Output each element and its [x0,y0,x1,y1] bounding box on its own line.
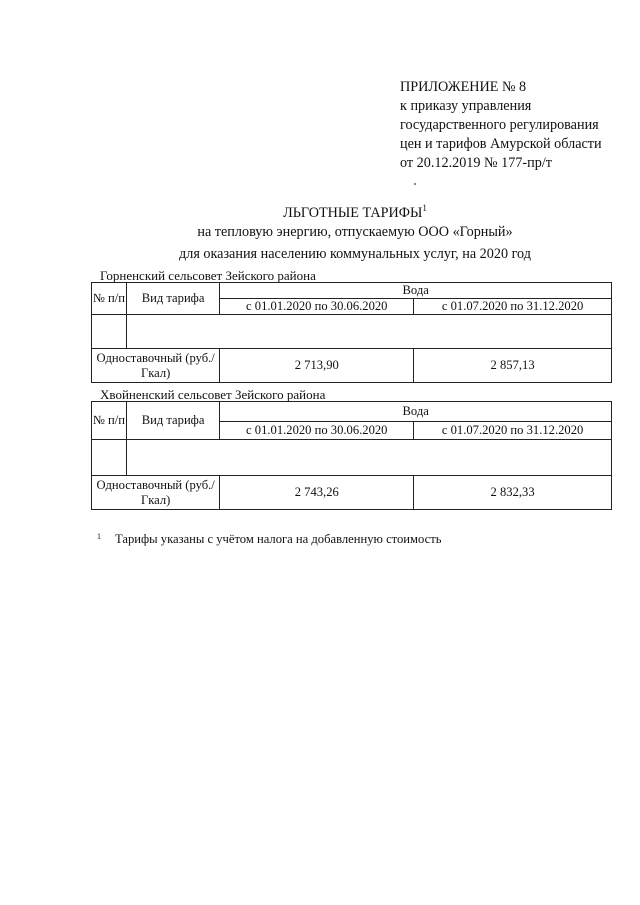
header-period-2: с 01.07.2020 по 31.12.2020 [414,422,612,440]
subtitle-line-2: для оказания населению коммунальных услуг, на 2020 год [179,246,531,262]
document-title-text: ЛЬГОТНЫЕ ТАРИФЫ [283,205,423,221]
footnote-mark: 1 [97,532,101,541]
empty-row [126,315,611,349]
tariff-table [91,401,612,510]
title-footnote-mark: 1 [422,203,427,213]
value-period-2: 2 857,13 [414,349,612,383]
header-tariff-type: Вид тарифа [126,283,220,315]
value-period-1: 2 743,26 [220,476,414,510]
subtitle-line-1: на тепловую энергию, отпускаемую ООО «Горный» [197,224,513,240]
appendix-title: ПРИЛОЖЕНИЕ № 8 [400,79,527,95]
empty-cell [92,440,127,476]
header-water: Вода [220,402,612,422]
region-label: Горненский сельсовет Зейского района [100,268,316,283]
footnote-text: Тарифы указаны с учётом налога на добавленную стоимость [115,532,442,546]
empty-cell [92,315,127,349]
value-period-2: 2 832,33 [414,476,612,510]
appendix-line-3: цен и тарифов Амурской области [400,136,602,152]
scan-speck [414,183,416,185]
header-num: № п/п [92,402,127,440]
appendix-header [400,78,602,173]
document-title [35,203,640,222]
header-tariff-type: Вид тарифа [126,402,220,440]
header-period-1: с 01.01.2020 по 30.06.2020 [220,299,414,315]
header-period-2: с 01.07.2020 по 31.12.2020 [414,299,612,315]
region-label: Хвойненский сельсовет Зейского района [100,387,326,402]
appendix-line-1: к приказу управления [400,98,532,114]
row-label: Одноставочный (руб./Гкал) [92,349,220,383]
header-water: Вода [220,283,612,299]
tariff-table [91,282,612,383]
appendix-line-2: государственного регулирования [400,117,599,133]
header-num: № п/п [92,283,127,315]
empty-row [126,440,611,476]
row-label: Одноставочный (руб./Гкал) [92,476,220,510]
footnote [97,532,441,547]
value-period-1: 2 713,90 [220,349,414,383]
header-period-1: с 01.01.2020 по 30.06.2020 [220,422,414,440]
appendix-line-4: от 20.12.2019 № 177-пр/т [400,155,552,171]
